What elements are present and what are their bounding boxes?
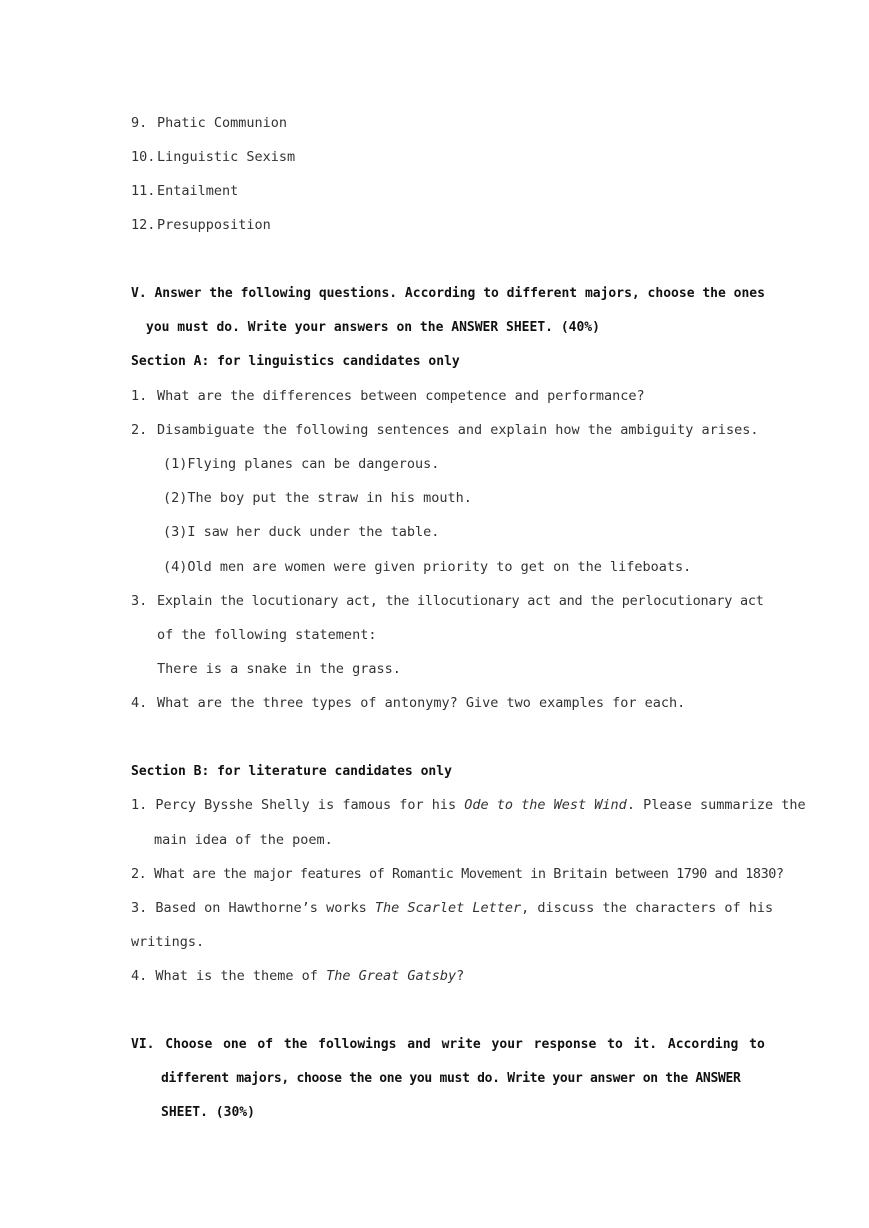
term-number: 10. <box>131 149 156 165</box>
section-b-question-3-cont: writings. <box>131 934 205 950</box>
term-10 <box>131 148 295 166</box>
question-text: . Please summarize the <box>626 797 806 813</box>
question-text: What are the three types of antonymy? Give two examples for each. <box>157 695 686 711</box>
question-text: Disambiguate the following sentences and explain how the ambiguity arises. <box>157 422 759 438</box>
section-a-question-3-statement: There is a snake in the grass. <box>157 661 401 677</box>
term-text: Phatic Communion <box>157 115 288 131</box>
section-a-question-4 <box>131 694 685 712</box>
sentence-text: Old men are women were given priority to get on the lifeboats. <box>187 559 692 575</box>
sentence-text: I saw her duck under the table. <box>187 524 440 540</box>
section-a-title: Section A: for linguistics candidates only <box>131 354 460 369</box>
part-vi-heading: VI. Choose one of the followings and write your response to it. According to <box>131 1037 765 1052</box>
section-a-question-3 <box>131 592 764 610</box>
ambiguous-sentence <box>163 523 439 541</box>
term-12 <box>131 216 271 234</box>
question-text: 1. Percy Bysshe Shelly is famous for his <box>131 797 465 813</box>
work-title: The Scarlet Letter <box>374 900 522 916</box>
section-a-question-1 <box>131 387 645 405</box>
question-text: What are the differences between competence and performance? <box>157 388 645 404</box>
sentence-number: (4) <box>163 559 188 575</box>
term-text: Entailment <box>157 183 239 199</box>
work-title: The Great Gatsby <box>326 968 457 984</box>
section-b-question-3 <box>131 899 773 917</box>
question-number: 3. <box>131 593 148 609</box>
term-text: Presupposition <box>157 217 271 233</box>
ambiguous-sentence <box>163 455 439 473</box>
term-11 <box>131 182 238 200</box>
question-text: , discuss the characters of his <box>521 900 774 916</box>
section-b-question-4 <box>131 967 464 985</box>
part-v-heading: V. Answer the following questions. According to different majors, choose the ones <box>131 286 765 301</box>
term-number: 9. <box>131 115 148 131</box>
section-a-question-2 <box>131 421 758 439</box>
question-number: 1. <box>131 388 148 404</box>
sentence-text: The boy put the straw in his mouth. <box>187 490 472 506</box>
question-text: 4. What is the theme of <box>131 968 327 984</box>
section-b-question-1-cont: main idea of the poem. <box>154 832 333 848</box>
part-v-heading-cont: you must do. Write your answers on the ANSWER SHEET. (40%) <box>146 320 600 335</box>
work-title: Ode to the West Wind <box>464 797 627 813</box>
question-text: ? <box>456 968 465 984</box>
sentence-number: (3) <box>163 524 188 540</box>
sentence-text: Flying planes can be dangerous. <box>187 456 440 472</box>
term-number: 12. <box>131 217 156 233</box>
part-vi-heading-cont: different majors, choose the one you must do. Write your answer on the ANSWER <box>161 1071 741 1086</box>
ambiguous-sentence <box>163 558 691 576</box>
sentence-number: (2) <box>163 490 188 506</box>
part-vi-heading-cont: SHEET. (30%) <box>161 1105 255 1120</box>
sentence-number: (1) <box>163 456 188 472</box>
ambiguous-sentence <box>163 489 472 507</box>
question-number: 4. <box>131 695 148 711</box>
term-number: 11. <box>131 183 156 199</box>
term-9 <box>131 114 287 132</box>
section-b-question-1 <box>131 796 806 814</box>
term-text: Linguistic Sexism <box>157 149 296 165</box>
question-text: 3. Based on Hawthorne’s works <box>131 900 375 916</box>
section-b-title: Section B: for literature candidates only <box>131 764 452 779</box>
section-a-question-3-cont: of the following statement: <box>157 627 377 643</box>
section-b-question-2: 2. What are the major features of Romantic Movement in Britain between 1790 and 1830? <box>131 866 784 882</box>
question-number: 2. <box>131 422 148 438</box>
question-text: Explain the locutionary act, the illocutionary act and the perlocutionary act <box>157 593 764 609</box>
